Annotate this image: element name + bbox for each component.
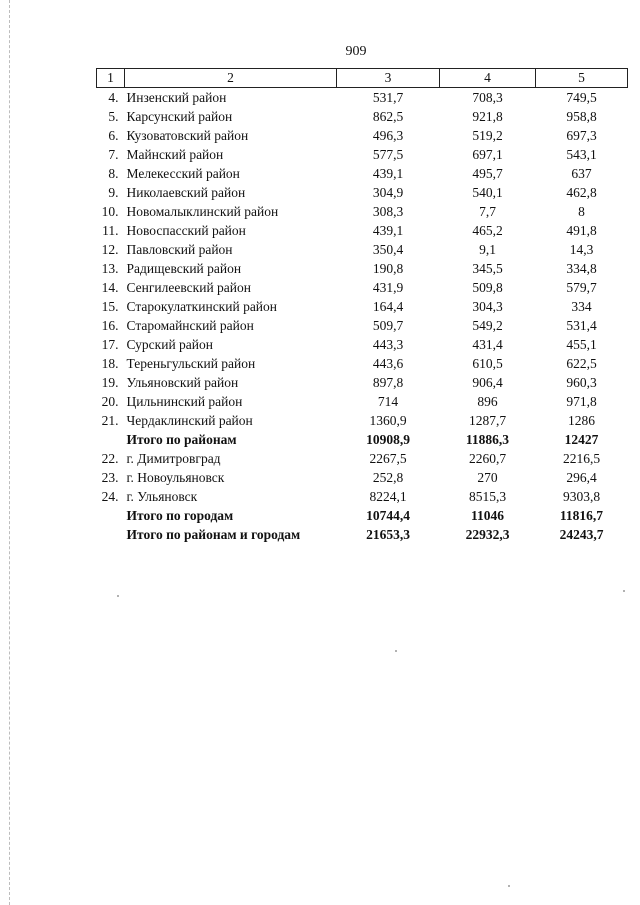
value-col-4: 11886,3 bbox=[465, 432, 510, 447]
table-row bbox=[97, 221, 628, 240]
header-col-1: 1 bbox=[97, 69, 125, 88]
row-number: 24. bbox=[101, 489, 119, 504]
table-header bbox=[97, 69, 628, 88]
value-col-4: 270 bbox=[477, 470, 498, 485]
row-number: 13. bbox=[101, 261, 119, 276]
table-total-row bbox=[97, 430, 628, 449]
row-name: Ульяновский район bbox=[126, 375, 239, 390]
row-number: 22. bbox=[101, 451, 119, 466]
value-col-3: 190,8 bbox=[372, 261, 404, 276]
row-name: Николаевский район bbox=[126, 185, 246, 200]
row-number: 20. bbox=[101, 394, 119, 409]
value-col-3: 304,9 bbox=[372, 185, 404, 200]
table-row bbox=[97, 297, 628, 316]
value-col-5: 971,8 bbox=[566, 394, 597, 409]
table-total-row bbox=[97, 506, 628, 525]
table-row bbox=[97, 335, 628, 354]
table-row bbox=[97, 202, 628, 221]
value-col-5: 14,3 bbox=[569, 242, 594, 257]
value-col-5: 637 bbox=[571, 166, 592, 181]
value-col-3: 8224,1 bbox=[369, 489, 407, 504]
table-row bbox=[97, 373, 628, 392]
value-col-3: 577,5 bbox=[372, 147, 404, 162]
value-col-4: 22932,3 bbox=[465, 527, 510, 542]
scan-speck bbox=[117, 595, 119, 597]
table-row bbox=[97, 259, 628, 278]
table-row bbox=[97, 487, 628, 506]
value-col-3: 509,7 bbox=[372, 318, 404, 333]
row-number bbox=[97, 525, 125, 544]
value-col-4: 431,4 bbox=[472, 337, 503, 352]
value-col-3: 496,3 bbox=[372, 128, 404, 143]
value-col-5: 579,7 bbox=[566, 280, 597, 295]
value-col-3: 443,3 bbox=[372, 337, 404, 352]
value-col-3: 21653,3 bbox=[366, 527, 410, 542]
row-number: 11. bbox=[102, 223, 119, 238]
value-col-3: 439,1 bbox=[372, 166, 404, 181]
value-col-4: 304,3 bbox=[472, 299, 503, 314]
row-name: Итого по районам и городам bbox=[126, 527, 301, 542]
value-col-5: 334,8 bbox=[566, 261, 597, 276]
row-number: 12. bbox=[101, 242, 119, 257]
value-col-4: 906,4 bbox=[472, 375, 503, 390]
value-col-4: 465,2 bbox=[472, 223, 503, 238]
row-number bbox=[97, 506, 125, 525]
row-number: 14. bbox=[101, 280, 119, 295]
value-col-5: 455,1 bbox=[566, 337, 597, 352]
value-col-3: 1360,9 bbox=[369, 413, 407, 428]
row-name: г. Ульяновск bbox=[126, 489, 198, 504]
value-col-3: 164,4 bbox=[372, 299, 404, 314]
value-col-5: 749,5 bbox=[566, 90, 597, 105]
page-number: 909 bbox=[345, 44, 367, 59]
value-col-5: 11816,7 bbox=[559, 508, 604, 523]
value-col-5: 24243,7 bbox=[559, 527, 604, 542]
value-col-5: 958,8 bbox=[566, 109, 597, 124]
value-col-4: 7,7 bbox=[479, 204, 496, 219]
value-col-4: 708,3 bbox=[472, 90, 503, 105]
table-row bbox=[97, 392, 628, 411]
header-col-2: 2 bbox=[125, 69, 337, 88]
row-number: 23. bbox=[101, 470, 119, 485]
row-name: Карсунский район bbox=[126, 109, 233, 124]
budget-table bbox=[96, 68, 628, 544]
value-col-4: 509,8 bbox=[472, 280, 503, 295]
value-col-5: 697,3 bbox=[566, 128, 597, 143]
value-col-4: 921,8 bbox=[472, 109, 503, 124]
row-name: Старомайнский район bbox=[126, 318, 254, 333]
row-name: г. Новоульяновск bbox=[126, 470, 225, 485]
table-row bbox=[97, 145, 628, 164]
row-number: 9. bbox=[108, 185, 119, 200]
value-col-5: 462,8 bbox=[566, 185, 597, 200]
header-col-4: 4 bbox=[440, 69, 536, 88]
value-col-4: 896 bbox=[477, 394, 498, 409]
value-col-5: 960,3 bbox=[566, 375, 597, 390]
value-col-5: 531,4 bbox=[566, 318, 597, 333]
row-name: Майнский район bbox=[126, 147, 224, 162]
row-number: 8. bbox=[108, 166, 119, 181]
value-col-4: 697,1 bbox=[472, 147, 503, 162]
row-number: 7. bbox=[108, 147, 119, 162]
scan-speck bbox=[508, 885, 510, 887]
table-body bbox=[97, 88, 628, 545]
table-row bbox=[97, 449, 628, 468]
value-col-4: 345,5 bbox=[472, 261, 503, 276]
value-col-3: 2267,5 bbox=[369, 451, 407, 466]
value-col-4: 1287,7 bbox=[468, 413, 507, 428]
value-col-4: 495,7 bbox=[472, 166, 503, 181]
value-col-3: 897,8 bbox=[372, 375, 404, 390]
table-row bbox=[97, 183, 628, 202]
scan-speck bbox=[623, 590, 625, 592]
table-row bbox=[97, 316, 628, 335]
value-col-3: 443,6 bbox=[372, 356, 404, 371]
value-col-4: 519,2 bbox=[472, 128, 503, 143]
row-number: 5. bbox=[108, 109, 119, 124]
row-name: Новомалыклинский район bbox=[126, 204, 279, 219]
value-col-4: 2260,7 bbox=[468, 451, 507, 466]
table-total-row bbox=[97, 525, 628, 544]
row-number: 6. bbox=[108, 128, 119, 143]
value-col-3: 439,1 bbox=[372, 223, 404, 238]
row-name: Итого по городам bbox=[126, 508, 234, 523]
table-row bbox=[97, 240, 628, 259]
row-name: Сурский район bbox=[126, 337, 213, 352]
value-col-4: 610,5 bbox=[472, 356, 503, 371]
row-name: Цильнинский район bbox=[126, 394, 243, 409]
scan-margin-line bbox=[9, 0, 10, 905]
row-number: 10. bbox=[101, 204, 119, 219]
table-row bbox=[97, 126, 628, 145]
value-col-4: 540,1 bbox=[472, 185, 503, 200]
value-col-3: 10744,4 bbox=[366, 508, 410, 523]
value-col-5: 543,1 bbox=[566, 147, 597, 162]
value-col-5: 622,5 bbox=[566, 356, 597, 371]
table-row bbox=[97, 88, 628, 108]
value-col-3: 862,5 bbox=[372, 109, 404, 124]
table-row bbox=[97, 278, 628, 297]
row-name: Инзенский район bbox=[126, 90, 227, 105]
row-name: Чердаклинский район bbox=[126, 413, 253, 428]
row-number: 19. bbox=[101, 375, 119, 390]
value-col-3: 714 bbox=[377, 394, 399, 409]
table-row bbox=[97, 354, 628, 373]
value-col-5: 296,4 bbox=[566, 470, 597, 485]
value-col-4: 9,1 bbox=[479, 242, 496, 257]
row-number bbox=[97, 430, 125, 449]
value-col-5: 1286 bbox=[568, 413, 595, 428]
table-row bbox=[97, 107, 628, 126]
value-col-3: 531,7 bbox=[372, 90, 404, 105]
value-col-3: 308,3 bbox=[372, 204, 404, 219]
value-col-5: 8 bbox=[578, 204, 585, 219]
value-col-5: 2216,5 bbox=[562, 451, 601, 466]
table-row bbox=[97, 411, 628, 430]
row-number: 16. bbox=[101, 318, 119, 333]
row-name: Мелекесский район bbox=[126, 166, 240, 181]
value-col-5: 9303,8 bbox=[562, 489, 601, 504]
header-row bbox=[97, 69, 628, 88]
value-col-4: 8515,3 bbox=[468, 489, 507, 504]
value-col-5: 12427 bbox=[564, 432, 599, 447]
header-col-5: 5 bbox=[536, 69, 628, 88]
value-col-3: 431,9 bbox=[372, 280, 404, 295]
value-col-3: 350,4 bbox=[372, 242, 404, 257]
value-col-3: 252,8 bbox=[372, 470, 404, 485]
value-col-4: 11046 bbox=[470, 508, 504, 523]
row-name: Сенгилеевский район bbox=[126, 280, 251, 295]
row-number: 15. bbox=[101, 299, 119, 314]
value-col-5: 491,8 bbox=[566, 223, 597, 238]
table-row bbox=[97, 468, 628, 487]
row-name: Радищевский район bbox=[126, 261, 242, 276]
header-col-3: 3 bbox=[337, 69, 440, 88]
table-row bbox=[97, 164, 628, 183]
value-col-3: 10908,9 bbox=[366, 432, 410, 447]
value-col-4: 549,2 bbox=[472, 318, 503, 333]
row-number: 17. bbox=[101, 337, 119, 352]
value-col-5: 334 bbox=[571, 299, 592, 314]
row-number: 4. bbox=[108, 90, 119, 105]
row-name: Итого по районам bbox=[126, 432, 237, 447]
row-number: 18. bbox=[101, 356, 119, 371]
row-name: Кузоватовский район bbox=[126, 128, 249, 143]
row-name: Тереньгульский район bbox=[126, 356, 256, 371]
row-number: 21. bbox=[101, 413, 119, 428]
row-name: Новоспасский район bbox=[126, 223, 246, 238]
row-name: Старокулаткинский район bbox=[126, 299, 278, 314]
scan-speck bbox=[395, 650, 397, 652]
row-name: г. Димитровград bbox=[126, 451, 221, 466]
row-name: Павловский район bbox=[126, 242, 233, 257]
